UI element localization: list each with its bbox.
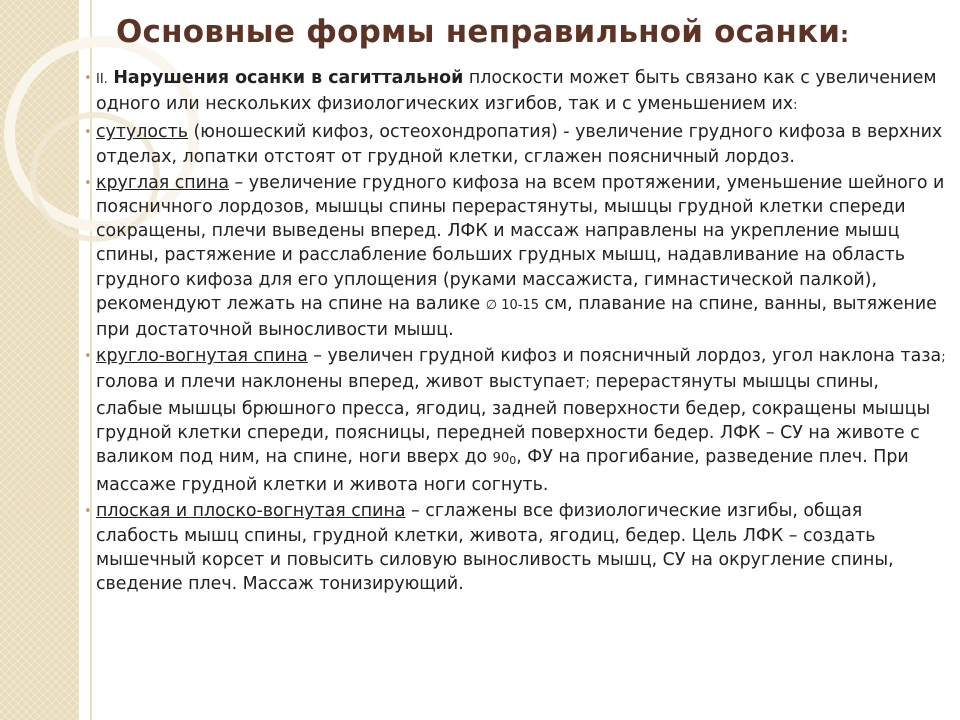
- bullet-icon: •: [84, 71, 92, 86]
- item-text: голова и плечи наклонены вперед, живот выступает: [96, 372, 586, 393]
- item-punct: ;: [585, 376, 590, 392]
- item-heading: Нарушения осанки в сагиттальной: [113, 68, 464, 88]
- item-punct: :: [793, 98, 798, 114]
- list-item: [84, 344, 950, 497]
- item-degrees: 90: [492, 451, 510, 467]
- item-punct: ;: [941, 350, 946, 366]
- bullet-icon: •: [84, 504, 92, 520]
- item-text: , ФУ на прогибание, разведение плеч. При массаже грудной клетки и живота ноги согнуть.: [96, 447, 909, 496]
- item-size: ∅ 10-15: [485, 297, 539, 313]
- item-term: плоская и плоско-вогнутая спина: [96, 501, 406, 522]
- item-text: плоскости может быть связано как с увеличением одного или нескольких физиологических изгибов, так и с уменьшением их: [96, 68, 937, 115]
- item-term: кругло-вогнутая спина: [96, 346, 308, 367]
- item-degree-mark: 0: [509, 454, 517, 468]
- item-prefix: II.: [96, 72, 108, 87]
- slide-title: Основные формы неправильной осанки:: [116, 14, 850, 50]
- item-text: см, плавание на спине, ванны, вытяжение при достаточной выносливости мышц.: [96, 293, 937, 341]
- item-text: – сглажены все физиологические изгибы, общая слабость мышц спины, грудной клетки, живота, ягодиц, бедер. Цель ЛФК – создать мышечный корсет и повысить силовую выносливость мышц, СУ на округление спины, сведение плеч. Массаж тонизирующий.: [96, 501, 894, 595]
- list-item: [84, 120, 950, 168]
- list-item: [84, 499, 950, 596]
- item-text: (юношеский кифоз, остеохондропатия) - увеличение грудного кифоза в верхних отделах, лопатки отстоят от грудной клетки, сглажен поясничный лордоз.: [96, 122, 943, 167]
- bullet-icon: •: [84, 349, 92, 365]
- bullet-icon: •: [84, 125, 92, 141]
- item-text: – увеличение грудного кифоза на всем протяжении, уменьшение шейного и поясничного лордозов, мышцы спины перерастянуты, мышцы грудной клетки спереди сокращены, плечи выведены вперед. ЛФК и массаж направлены на укрепление мышц спины, растяжение и расслабление больших грудных мышц, надавливание на область грудного кифоза для его уплощения (руками массажиста, гимнастической палкой), рекомендуют лежать на спине на валике: [96, 172, 945, 314]
- item-term: сутулость: [96, 122, 188, 143]
- item-text: перерастянуты мышцы спины, слабые мышцы брюшного пресса, ягодиц, задней поверхности бедер, сокращены мышцы грудной клетки спереди, поясницы, передней поверхности бедер. ЛФК – СУ на животе с валиком под ним, на спине, ноги вверх до: [96, 372, 931, 468]
- slide-content: [84, 66, 950, 598]
- list-item: [84, 66, 950, 118]
- item-term: круглая спина: [96, 172, 229, 193]
- bullet-icon: •: [84, 175, 92, 191]
- list-item: [84, 171, 950, 342]
- item-text: – увеличен грудной кифоз и поясничный лордоз, угол наклона таза: [307, 346, 942, 367]
